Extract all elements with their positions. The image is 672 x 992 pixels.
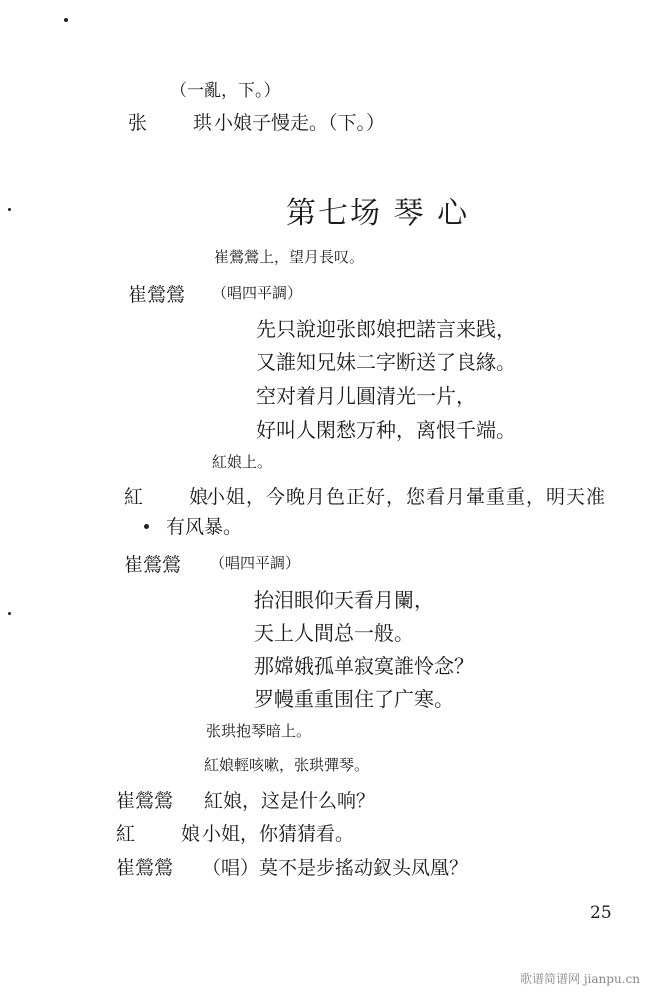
speaker-name: 崔鶯鶯 bbox=[116, 790, 174, 812]
song-line: 罗幔重重围住了广寒。 bbox=[254, 687, 454, 711]
speaker-name: 紅 娘 bbox=[124, 486, 229, 508]
song-line: 空对着月儿圓清光一片， bbox=[256, 384, 476, 408]
speaker-name: 崔鶯鶯 bbox=[128, 284, 186, 306]
scan-speck bbox=[8, 208, 11, 211]
dialogue-line: 小姐，今晚月色正好，您看月暈重重，明天准 bbox=[206, 486, 607, 508]
stage-direction: 崔鶯鶯上，望月長叹。 bbox=[214, 248, 365, 266]
dialogue-line: （唱）莫不是步搖动釵头凤凰？ bbox=[202, 857, 469, 879]
dialogue-line: 有风暴。 bbox=[166, 516, 243, 538]
song-line: 又誰知兄妹二字断送了良緣。 bbox=[256, 350, 516, 374]
tune-label: （唱四平調） bbox=[210, 554, 301, 572]
page-number: 25 bbox=[590, 903, 612, 923]
dialogue-line: 紅娘，这是什么响？ bbox=[204, 790, 376, 812]
tune-label: （唱四平調） bbox=[212, 284, 303, 302]
scene-title: 第七场 琴 心 bbox=[286, 196, 470, 231]
stage-direction: （一亂，下。） bbox=[170, 81, 281, 101]
song-line: 那嫦娥孤单寂寞誰怜念？ bbox=[254, 654, 474, 678]
dialogue-line: 小姐，你猜猜看。 bbox=[202, 823, 355, 845]
watermark: 歌谱简谱网 jianpu.cn bbox=[520, 972, 640, 986]
dialogue-line: 小娘子慢走。（下。） bbox=[214, 112, 386, 134]
scan-speck bbox=[64, 18, 68, 22]
song-line: 先只說迎张郎娘把諾言来践， bbox=[256, 317, 516, 341]
song-line: 好叫人閑愁万种，离恨千端。 bbox=[256, 418, 516, 442]
speaker-name: 紅 娘 bbox=[116, 823, 221, 845]
song-line: 抬泪眼仰天看月闌， bbox=[254, 588, 434, 612]
scan-speck bbox=[144, 524, 149, 529]
stage-direction: 紅娘輕咳嗽，张珙彈琴。 bbox=[204, 756, 370, 774]
speaker-name: 张 珙 bbox=[128, 112, 233, 134]
stage-direction: 紅娘上。 bbox=[212, 453, 273, 471]
speaker-name: 崔鶯鶯 bbox=[116, 857, 174, 879]
scan-speck bbox=[8, 612, 11, 615]
song-line: 天上人間总一般。 bbox=[254, 621, 414, 645]
speaker-name: 崔鶯鶯 bbox=[124, 554, 182, 576]
stage-direction: 张珙抱琴暗上。 bbox=[206, 722, 312, 740]
